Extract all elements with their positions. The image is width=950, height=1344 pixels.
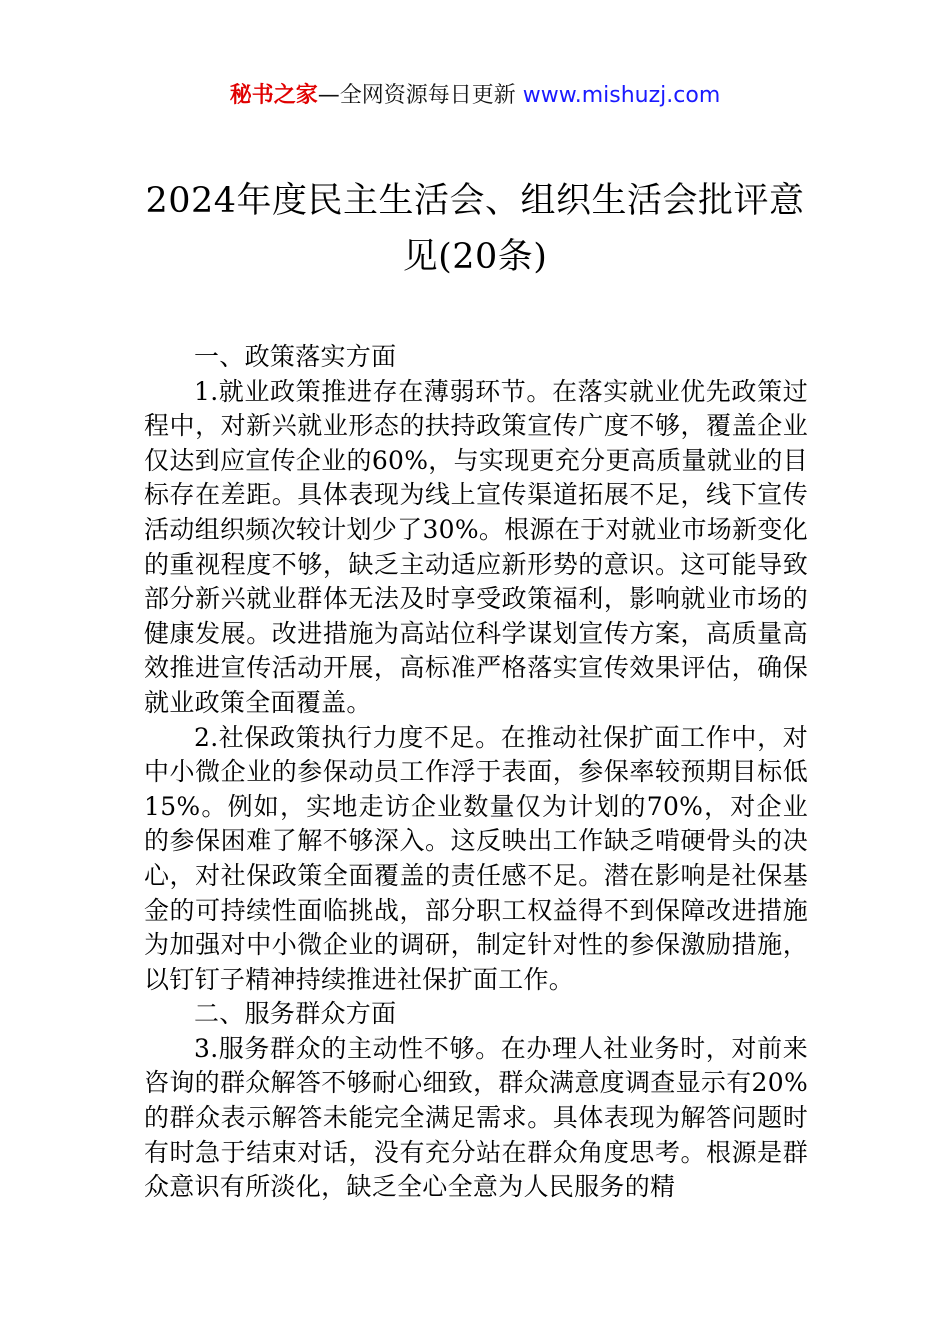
paragraph-3: 3.服务群众的主动性不够。在办理人社业务时，对前来咨询的群众解答不够耐心细致，群众满意度调查显示有20%的群众表示解答未能完全满足需求。具体表现为解答问题时有时急于结束对话，没有充分站在群众角度思考。根源是群众意识有所淡化，缺乏全心全意为人民服务的精 [144, 1033, 808, 1202]
header-slogan: —全网资源每日更新 [317, 83, 516, 108]
document-body [144, 340, 808, 1205]
section-heading-policy: 一、政策落实方面 [194, 342, 397, 371]
paragraph-2: 2.社保政策执行力度不足。在推动社保扩面工作中，对中小微企业的参保动员工作浮于表面，参保率较预期目标低15%。例如，实地走访企业数量仅为计划的70%，对企业的参保困难了解不够深入。这反映出工作缺乏啃硬骨头的决心，对社保政策全面覆盖的责任感不足。潜在影响是社保基金的可持续性面临挑战，部分职工权益得不到保障改进措施为加强对中小微企业的调研，制定针对性的参保激励措施，以钉钉子精神持续推进社保扩面工作。 [144, 722, 808, 994]
section-heading-service: 二、服务群众方面 [194, 999, 397, 1029]
paragraph-1: 1.就业政策推进存在薄弱环节。在落实就业优先政策过程中，对新兴就业形态的扶持政策宣传广度不够，覆盖企业仅达到应宣传企业的60%，与实现更充分更高质量就业的目标存在差距。具体表现为线上宣传渠道拓展不足，线下宣传活动组织频次较计划少了30%。根源在于对就业市场新变化的重视程度不够，缺乏主动适应新形势的意识。这可能导致部分新兴就业群体无法及时享受政策福利，影响就业市场的健康发展。改进措施为高站位科学谋划宣传方案，高质量高效推进宣传活动开展，高标准严格落实宣传效果评估，确保就业政策全面覆盖。 [144, 376, 808, 717]
brand-name: 秘书之家 [229, 83, 318, 108]
site-header [0, 80, 950, 112]
document-title: 2024年度民主生活会、组织生活会批评意见(20条) [145, 181, 805, 277]
site-url-link[interactable]: www.mishuzj.com [522, 83, 721, 108]
